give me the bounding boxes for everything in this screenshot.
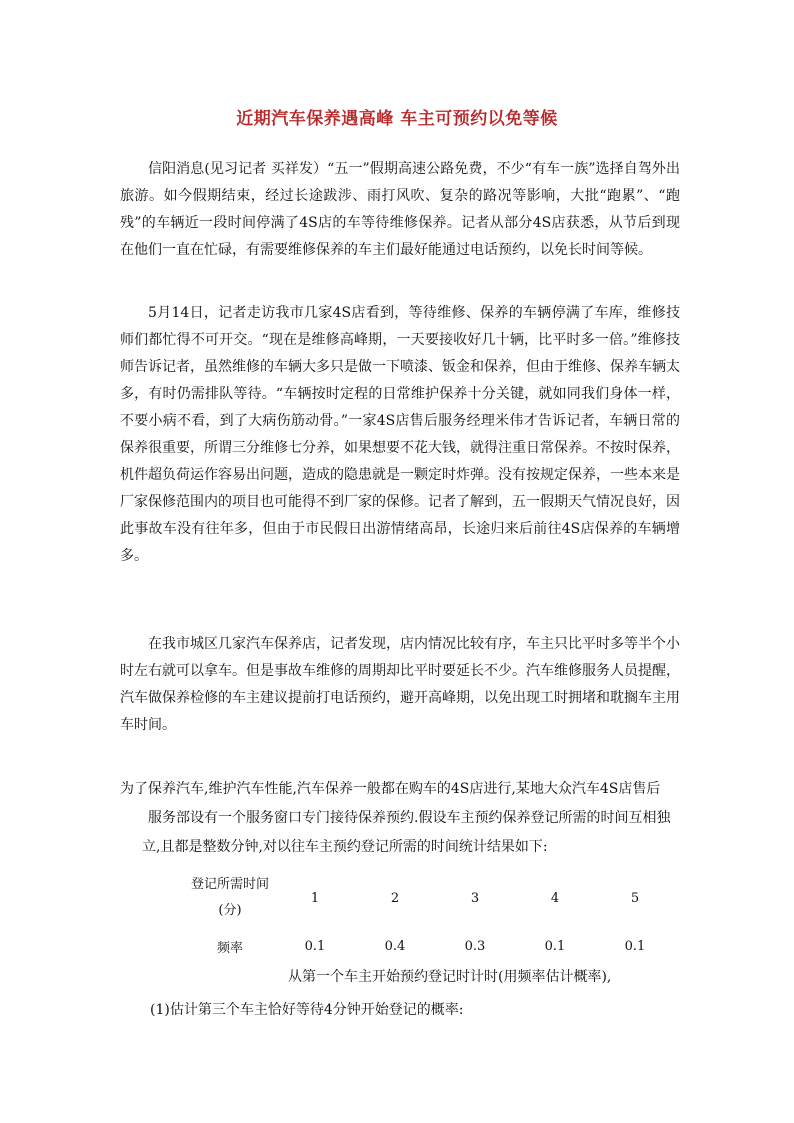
freq-cell: 0.1 — [544, 938, 566, 954]
article-title: 近期汽车保养遇高峰 车主可预约以免等候 — [236, 109, 558, 129]
time-cell: 3 — [470, 890, 480, 906]
problem-statement — [120, 775, 680, 862]
problem-line-3: 立,且都是整数分钟,对以往车主预约登记所需的时间统计结果如下: — [142, 839, 548, 855]
freq-cell: 0.3 — [464, 938, 486, 954]
timing-note: 从第一个车主开始预约登记时计时(用频率估计概率), — [288, 969, 612, 985]
time-cell: 1 — [310, 890, 320, 906]
paragraph-2: 5月14日，记者走访我市几家4S店看到，等待维修、保养的车辆停满了车库，维修技师们都忙得不可开交。“现在是维修高峰期，一天要接收好几十辆，比平时多一倍。”维修技师告诉记者，虽然维修的车辆大多只是做一下喷漆、钣金和保养，但由于维修、保养车辆太多，有时仍需排队等待。“车辆按时定程的日常维护保养十分关键，就如同我们身体一样，不要小病不看，到了大病伤筋动骨。”一家4S店售后服务经理米伟才告诉记者，车辆日常的保养很重要，所谓三分维修七分养，如果想要不花大钱，就得注重日常保养。不按时保养，机件超负荷运作容易出问题，造成的隐患就是一颗定时炸弹。没有按规定保养，一些本来是厂家保修范围内的项目也可能得不到厂家的保修。记者了解到，五一假期天气情况良好，因此事故车没有往年多，但由于市民假日出游情绪高昂，长途归来后前往4S店保养的车辆增多。 — [120, 305, 680, 564]
time-cell: 4 — [550, 890, 560, 906]
paragraph-1: 信阳消息(见习记者 买祥发）“五一”假期高速公路免费，不少“有车一族”选择自驾外出旅游。如今假期结束，经过长途跋涉、雨打风吹、复杂的路况等影响，大批“跑累”、“跑残”的车辆近一段时间停满了4S店的车等待维修保养。记者从部分4S店获悉，从节后到现在他们一直在忙碌，有需要维修保养的车主们最好能通过电话预约，以免长时间等候。 — [120, 161, 680, 258]
frequency-table — [185, 868, 675, 964]
freq-label-cell: 频率 — [216, 940, 243, 956]
table-row — [185, 928, 675, 964]
table-row — [185, 868, 675, 928]
freq-cell: 0.1 — [624, 938, 646, 954]
freq-cell: 0.1 — [304, 938, 326, 954]
freq-cell: 0.4 — [384, 938, 406, 954]
time-cell: 5 — [630, 890, 640, 906]
time-cell: 2 — [390, 890, 400, 906]
question-1: (1)估计第三个车主恰好等待4分钟开始登记的概率: — [150, 1002, 464, 1018]
problem-line-1: 为了保养汽车,维护汽车性能,汽车保养一般都在购车的4S店进行,某地大众汽车4S店售后 — [120, 781, 661, 797]
paragraph-3: 在我市城区几家汽车保养店，记者发现，店内情况比较有序，车主只比平时多等半个小时左右就可以拿车。但是事故车维修的周期却比平时要延长不少。汽车维修服务人员提醒，汽车做保养检修的车主建议提前打电话预约，避开高峰期，以免出现工时拥堵和耽搁车主用车时间。 — [120, 636, 680, 733]
header-label-cell: 登记所需时间(分) — [190, 877, 269, 918]
problem-line-2: 服务部设有一个服务窗口专门接待保养预约.假设车主预约保养登记所需的时间互相独 — [148, 810, 671, 826]
